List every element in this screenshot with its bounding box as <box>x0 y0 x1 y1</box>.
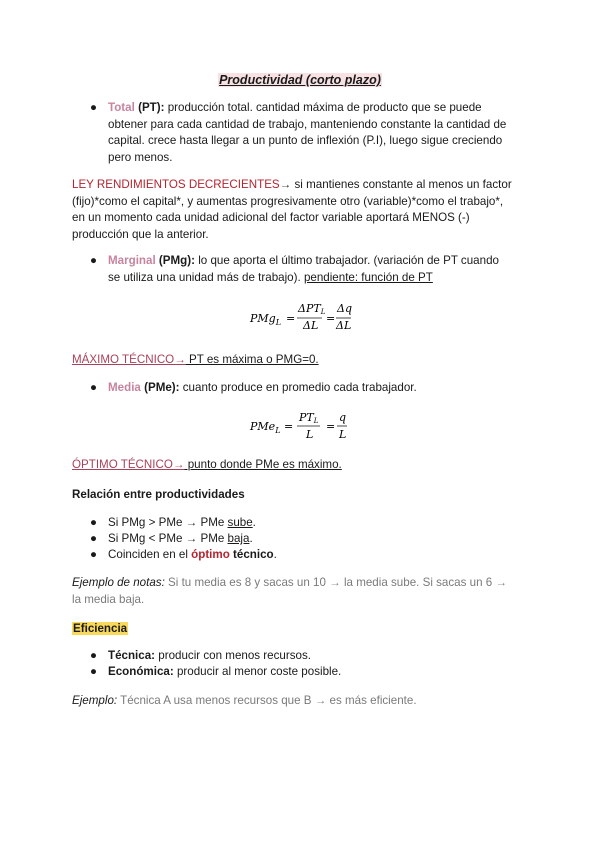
ejemplo-notas-line-1: Si tu media es 8 y sacas un 10 → la media sube. Si sacas un 6 → <box>164 576 508 589</box>
marginal-abbr: (PMg): <box>158 254 195 267</box>
formula-pmg-lhs: PMg <box>250 312 276 325</box>
bullet-icon: ● <box>90 532 98 545</box>
eficiencia-item-label: Técnica: <box>108 649 156 662</box>
ley-line-4: producción que la anterior. <box>72 227 209 241</box>
ley-label: LEY RENDIMIENTOS DECRECIENTES <box>72 178 280 191</box>
relacion-item-key: sube <box>227 516 253 529</box>
ley-line-2: (fijo)*como el capital*, y aumentas progresivamente otro (variable)*como el trabajo*, <box>72 194 504 208</box>
formula-pme-den2: L <box>339 428 347 441</box>
relacion-item-post: . <box>249 532 253 545</box>
formula-pmg-den2: ΔL <box>336 319 352 332</box>
ley-line-1: si mantienes constante al menos un factor <box>294 178 512 191</box>
coinciden-optimo: óptimo <box>191 548 230 561</box>
relacion-item-post: . <box>252 516 256 529</box>
ejemplo-final <box>72 693 532 710</box>
svg-text:ΔPTL <box>297 302 326 316</box>
maximo-text: PT es máxima o PMG=0. <box>185 353 319 366</box>
media-abbr: (PMe): <box>144 381 180 394</box>
formula-pmg <box>240 298 370 336</box>
formula-pme <box>240 408 370 446</box>
arrow-icon: → <box>172 458 185 471</box>
bullet-icon: ● <box>90 516 98 529</box>
eficiencia-heading: Eficiencia <box>73 622 128 635</box>
bullet-icon: ● <box>90 381 98 394</box>
total-line-2: obtener para cada cantidad de trabajo, manteniendo constante la cantidad de <box>108 117 507 131</box>
maximo-tecnico <box>72 352 532 369</box>
arrow-icon: → <box>174 353 186 366</box>
svg-text:=: = <box>284 420 294 433</box>
marginal-label: Marginal <box>108 254 156 267</box>
ejemplo-notas-label: Ejemplo de notas: <box>72 576 165 589</box>
optimo-label: ÓPTIMO TÉCNICO <box>72 458 173 471</box>
eficiencia-item-text: producir al menor coste posible. <box>173 665 342 678</box>
svg-text:=: = <box>326 420 336 433</box>
media-text: cuanto produce en promedio cada trabajador. <box>182 381 417 394</box>
formula-pmg-num1-sub: L <box>320 308 326 316</box>
ejemplo-notas-line-2: la media baja. <box>72 592 145 606</box>
bullet-icon: ● <box>90 101 98 114</box>
marginal-line-1: lo que aporta el último trabajador. (variación de PT cuando <box>198 254 499 267</box>
formula-pmg-den1: ΔL <box>303 319 319 332</box>
total-abbr: (PT): <box>138 101 165 114</box>
svg-text:=: = <box>326 312 336 325</box>
relacion-item-pre: Si PMg < PMe → PMe <box>108 532 228 545</box>
arrow-icon: → <box>279 178 292 191</box>
page-title: Productividad (corto plazo) <box>219 73 381 87</box>
svg-text:PMeL <box>249 420 281 435</box>
marginal-line-2: se utiliza una unidad más de trabajo). <box>108 270 301 284</box>
formula-pmg-lhs-sub: L <box>275 318 282 327</box>
bullet-icon: ● <box>90 665 98 678</box>
total-line-4: pero menos. <box>108 150 173 164</box>
maximo-label: MÁXIMO TÉCNICO <box>72 353 175 366</box>
formula-pmg-num2: Δq <box>337 302 352 315</box>
ejemplo-final-label: Ejemplo: <box>72 694 118 707</box>
ley-line-3: en un momento cada unidad adicional del factor variable aportará MENOS (-) <box>72 211 470 224</box>
formula-pmg-num1: ΔPT <box>298 302 321 315</box>
bullet-icon: ● <box>90 649 98 662</box>
relacion-heading: Relación entre productividades <box>72 488 245 501</box>
coinciden-pre: Coinciden en el <box>108 548 192 561</box>
formula-pme-num2: q <box>339 411 347 424</box>
bullet-icon: ● <box>90 548 98 561</box>
formula-pme-num1-sub: L <box>313 417 319 425</box>
media-label: Media <box>108 381 141 394</box>
total-line-3: capital. crece hasta llegar a un punto de inflexión (P.I), luego sigue creciendo <box>108 134 503 147</box>
bullet-icon: ● <box>90 254 98 267</box>
coinciden-end: . <box>273 548 277 561</box>
formula-pme-num1: PT <box>299 411 314 424</box>
formula-pme-den1: L <box>306 428 314 441</box>
total-line-1: producción total. cantidad máxima de producto que se puede <box>167 101 482 114</box>
svg-text:PTL <box>298 411 319 425</box>
ejemplo-final-text: Técnica A usa menos recursos que B → es más eficiente. <box>117 694 417 707</box>
eficiencia-item-label: Económica: <box>108 665 174 678</box>
ley-rendimientos <box>72 177 532 243</box>
coinciden-tecnico: técnico <box>229 548 274 561</box>
optimo-text: punto donde PMe es máximo. <box>184 458 342 471</box>
total-label: Total <box>108 101 135 114</box>
relacion-item-pre: Si PMg > PMe → PMe <box>108 516 228 529</box>
formula-pme-lhs-sub: L <box>275 426 281 435</box>
formula-pme-lhs: PMe <box>250 420 276 433</box>
marginal-pendiente: pendiente: función de PT <box>303 270 433 284</box>
ejemplo-notas <box>72 575 532 608</box>
svg-text:PMgL <box>249 312 281 327</box>
relacion-item-key: baja <box>227 532 250 545</box>
optimo-tecnico <box>72 457 532 474</box>
eficiencia-item-text: producir con menos recursos. <box>155 649 311 662</box>
svg-text:=: = <box>286 312 296 325</box>
